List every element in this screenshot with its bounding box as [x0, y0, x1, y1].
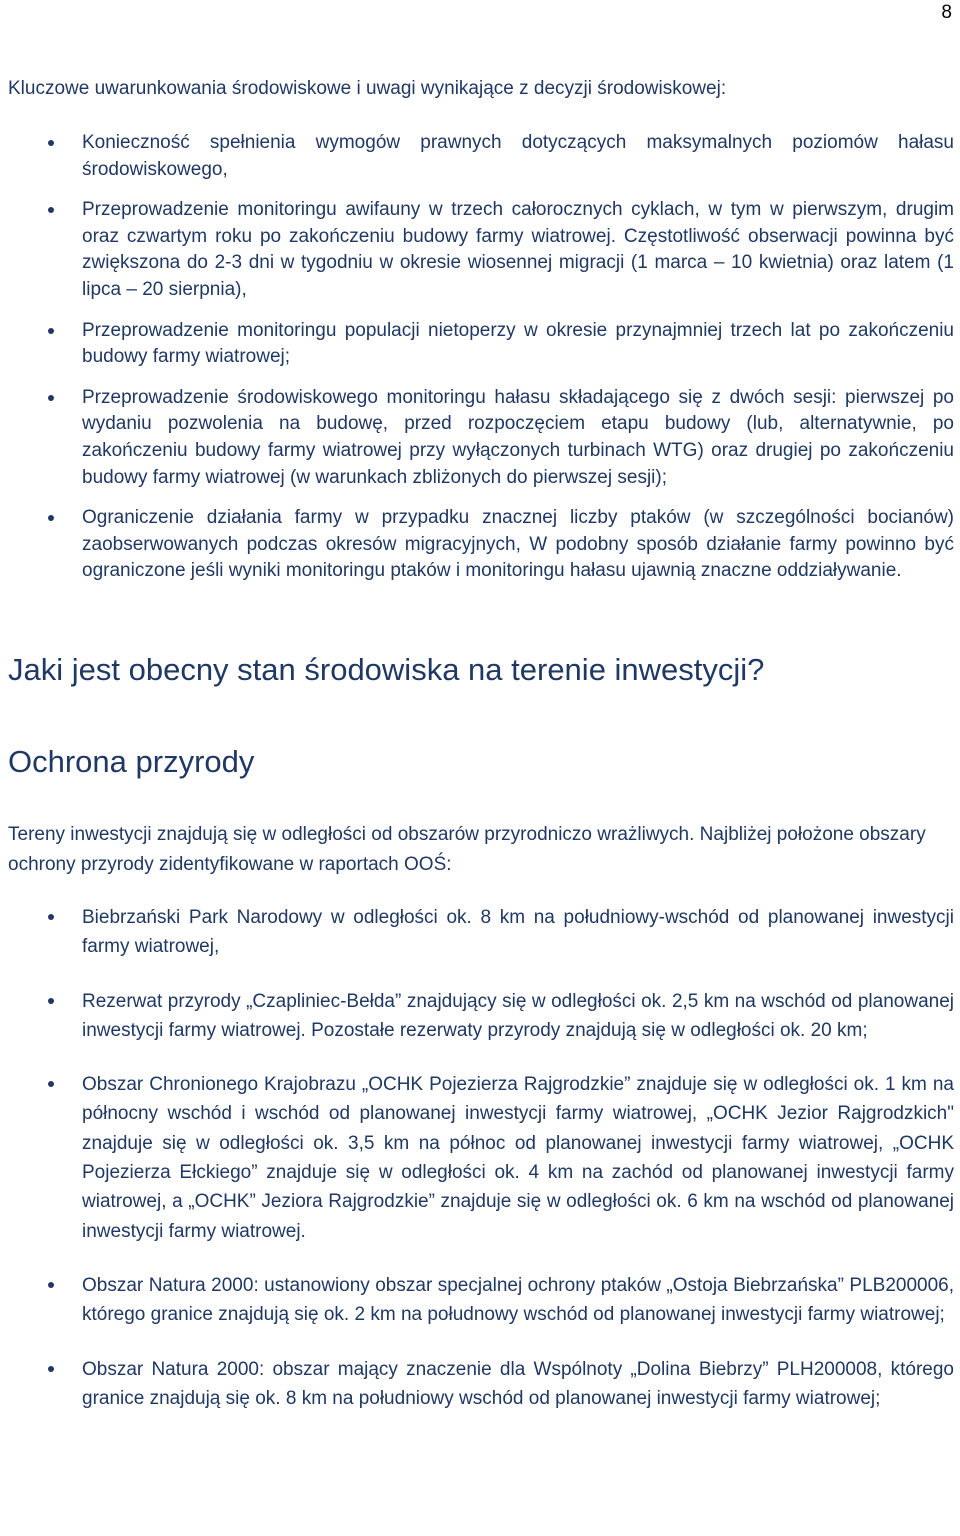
list-item: Ograniczenie działania farmy w przypadku znacznej liczby ptaków (w szczególności bocianów) zaobserwowanych podczas okresów migracyjnych, W podobny sposób działanie farmy powinno być ograniczone jeśli wyniki monitoringu ptaków i monitoringu hałasu ujawnią znaczne oddziaływanie.	[8, 505, 954, 585]
list-item: Konieczność spełnienia wymogów prawnych dotyczących maksymalnych poziomów hałasu środowiskowego,	[8, 130, 954, 183]
nature-paragraph: Tereny inwestycji znajdują się w odległości od obszarów przyrodniczo wrażliwych. Najbliżej położone obszary ochrony przyrody zidentyfikowane w raportach OOŚ:	[8, 824, 926, 875]
section-heading: Jaki jest obecny stan środowiska na terenie inwestycji?	[8, 652, 765, 687]
protected-areas-list	[8, 903, 954, 1438]
page-number: 8	[941, 2, 952, 23]
list-item: Przeprowadzenie monitoringu awifauny w trzech całorocznych cyklach, w tym w pierwszym, drugim oraz czwartym roku po zakończeniu budowy farmy wiatrowej. Częstotliwość obserwacji powinna być zwiększona do 2-3 dni w tygodniu w okresie wiosennej migracji (1 marca – 10 kwietnia) oraz latem (1 lipca – 20 sierpnia),	[8, 197, 954, 303]
list-item: Biebrzański Park Narodowy w odległości ok. 8 km na południowy-wschód od planowanej inwestycji farmy wiatrowej,	[8, 903, 954, 962]
conditions-list	[8, 130, 954, 599]
list-item: Rezerwat przyrody „Czapliniec-Bełda” znajdujący się w odległości ok. 2,5 km na wschód od planowanej inwestycji farmy wiatrowej. Pozostałe rezerwaty przyrody znajdują się w odległości ok. 20 km;	[8, 987, 954, 1046]
subsection-heading: Ochrona przyrody	[8, 744, 255, 779]
list-item: Przeprowadzenie środowiskowego monitoringu hałasu składającego się z dwóch sesji: pierwszej po wydaniu pozwolenia na budowę, przed rozpoczęciem etapu budowy (lub, alternatywnie, po zakończeniu budowy farmy wiatrowej przy wyłączonych turbinach WTG) oraz drugiej po zakończeniu budowy farmy wiatrowej (w warunkach zbliżonych do pierwszej sesji);	[8, 385, 954, 491]
list-item: Obszar Chronionego Krajobrazu „OCHK Pojezierza Rajgrodzkie” znajduje się w odległości ok. 1 km na północny wschód i wschód od planowanej inwestycji farmy wiatrowej, „OCHK Jezior Rajgrodzkich" znajduje się w odległości ok. 3,5 km na północ od planowanej inwestycji farmy wiatrowej, „OCHK Pojezierza Ełckiego” znajduje się w odległości ok. 4 km na zachód od planowanej inwestycji farmy wiatrowej, a „OCHK” Jeziora Rajgrodzkie” znajduje się w odległości ok. 6 km na wschód od planowanej inwestycji farmy wiatrowej.	[8, 1070, 954, 1246]
intro-text: Kluczowe uwarunkowania środowiskowe i uwagi wynikające z decyzji środowiskowej:	[8, 78, 727, 99]
list-item: Przeprowadzenie monitoringu populacji nietoperzy w okresie przynajmniej trzech lat po zakończeniu budowy farmy wiatrowej;	[8, 318, 954, 371]
list-item: Obszar Natura 2000: obszar mający znaczenie dla Wspólnoty „Dolina Biebrzy” PLH200008, którego granice znajdują się ok. 8 km na południowy wschód od planowanej inwestycji farmy wiatrowej;	[8, 1355, 954, 1414]
list-item: Obszar Natura 2000: ustanowiony obszar specjalnej ochrony ptaków „Ostoja Biebrzańska” PLB200006, którego granice znajdują się ok. 2 km na połudnowy wschód od planowanej inwestycji farmy wiatrowej;	[8, 1271, 954, 1330]
